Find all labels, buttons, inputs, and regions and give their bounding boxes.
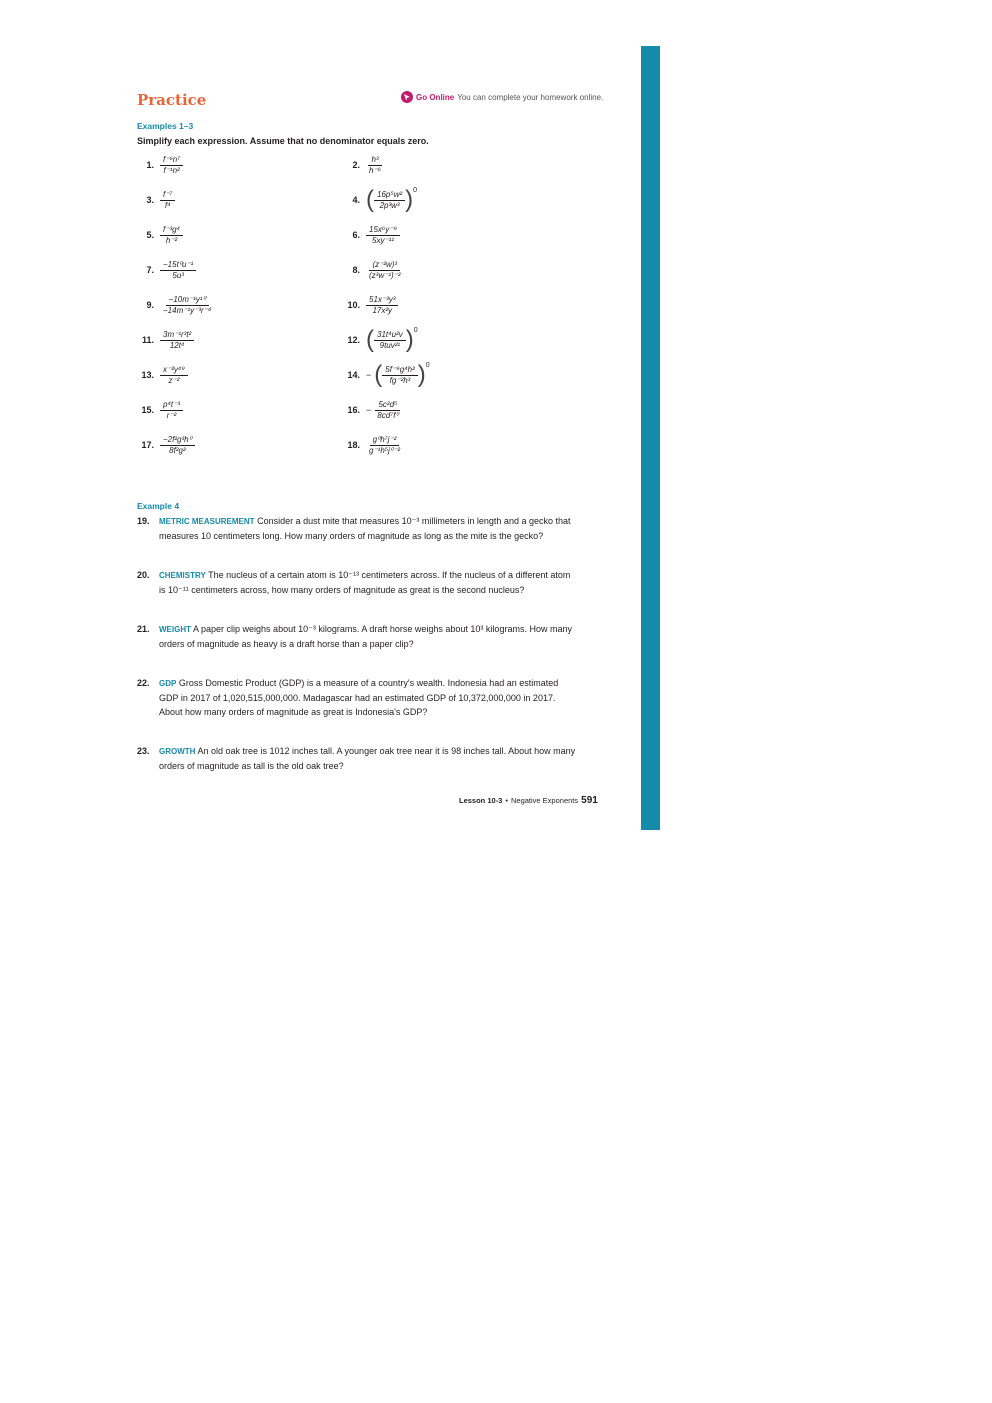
exercise-6: [343, 221, 400, 249]
exercise-13: [137, 361, 188, 389]
denominator: 8f²g²: [169, 445, 186, 455]
denominator: 2p³w³: [379, 200, 400, 210]
left-paren: (: [374, 361, 383, 388]
problem-number: 23.: [137, 746, 150, 756]
numerator: 15x⁶y⁻⁹: [366, 225, 400, 236]
word-problem-19: [137, 514, 577, 543]
exercise-1: [137, 151, 183, 179]
exercise-14: [343, 361, 430, 389]
exercise-2: [343, 151, 384, 179]
denominator: h⁻²: [165, 235, 178, 245]
numerator: 16p⁵w²: [374, 190, 405, 201]
footer-topic: Negative Exponents: [511, 796, 579, 805]
numerator: −2f²g³h⁰: [160, 435, 195, 446]
numerator: f⁻⁷: [160, 190, 175, 201]
problem-text: An old oak tree is 1012 inches tall. A younger oak tree near it is 98 inches tall. About how many orders of magnitude as tall is the old oak tree?: [159, 746, 576, 771]
exercise-number: 14.: [347, 370, 360, 380]
denominator: fg⁻²h³: [389, 375, 411, 385]
fraction: [366, 260, 404, 281]
problem-keyword: METRIC MEASUREMENT: [159, 517, 255, 526]
right-paren: ): [417, 361, 426, 388]
numerator: f⁻³g⁴: [160, 225, 183, 236]
exercise-number: 1.: [146, 160, 154, 170]
word-problem-21: [137, 622, 577, 651]
fraction: [374, 190, 405, 211]
fraction: [160, 155, 183, 176]
denominator: r⁻²: [166, 410, 177, 420]
exercise-number: 2.: [352, 160, 360, 170]
fraction: [160, 190, 175, 211]
exercise-number: 10.: [347, 300, 360, 310]
denominator: 8cd⁷f⁰: [377, 410, 399, 420]
leading-sign: −: [366, 370, 372, 380]
numerator: h³: [368, 155, 381, 166]
denominator: (z³w⁻¹)⁻²: [369, 270, 401, 280]
numerator: x⁻²y⁴⁹: [160, 365, 188, 376]
word-problem-23: [137, 744, 577, 773]
exercise-8: [343, 256, 404, 284]
side-color-bar: [641, 46, 660, 830]
numerator: 5f⁻⁹g⁴h²: [382, 365, 418, 376]
denominator: z⁻²: [168, 375, 180, 385]
fraction: [160, 295, 214, 316]
exercise-4: [343, 186, 417, 214]
exercise-number: 6.: [352, 230, 360, 240]
numerator: (z⁻²w)³: [369, 260, 400, 271]
denominator: h⁻⁶: [369, 165, 381, 175]
denominator: 5u³: [172, 270, 184, 280]
fraction: [374, 400, 401, 421]
fraction: [160, 225, 183, 246]
numerator: g⁰h⁷j⁻²: [370, 435, 400, 446]
numerator: f⁻⁶n⁷: [160, 155, 183, 166]
fraction: [374, 330, 406, 351]
word-problem-22: [137, 676, 577, 719]
problem-text: Consider a dust mite that measures 10⁻³ millimeters in length and a gecko that measures 10 centimeters long. How many orders of magnitude as long as the mite is the gecko?: [159, 516, 571, 541]
left-paren: (: [366, 326, 374, 353]
fraction: [366, 155, 384, 176]
denominator: −14m⁻¹y⁻³r⁻⁴: [163, 305, 212, 315]
go-online-text: You can complete your homework online.: [457, 92, 604, 102]
exercise-3: [137, 186, 175, 214]
exercise-number: 4.: [352, 195, 360, 205]
go-online-banner: [401, 91, 603, 103]
exercise-17: [137, 431, 195, 459]
denominator: 12t⁴: [169, 340, 185, 350]
denominator: f⁻¹n²: [163, 165, 180, 175]
numerator: −15t⁰u⁻¹: [160, 260, 196, 271]
problem-text: The nucleus of a certain atom is 10⁻¹³ centimeters across. If the nucleus of a different atom is 10⁻¹¹ centimeters across, how many orders of magnitude as great is the second nucleus?: [159, 570, 571, 595]
exercise-9: [137, 291, 214, 319]
fraction: [160, 330, 194, 351]
outer-exponent: 0: [425, 362, 430, 369]
example4-heading: Example 4: [137, 501, 180, 511]
numerator: 3m⁻¹r³t²: [160, 330, 194, 341]
exercise-number: 16.: [347, 405, 360, 415]
exercise-12: [343, 326, 418, 354]
instructions: Simplify each expression. Assume that no denominator equals zero.: [137, 136, 429, 146]
fraction: [366, 435, 403, 456]
go-online-link[interactable]: Go Online: [416, 92, 455, 102]
exercise-number: 8.: [352, 265, 360, 275]
problem-keyword: CHEMISTRY: [159, 571, 206, 580]
numerator: p⁴t⁻³: [160, 400, 183, 411]
exercise-number: 9.: [146, 300, 154, 310]
fraction: [382, 365, 418, 386]
exercise-number: 12.: [347, 335, 360, 345]
page-footer: [459, 795, 598, 806]
exercise-18: [343, 431, 403, 459]
outer-exponent: 0: [413, 187, 418, 194]
fraction: [160, 400, 183, 421]
leading-sign: −: [366, 405, 372, 415]
numerator: −10m⁻¹y¹⁰: [166, 295, 209, 306]
fraction: [366, 295, 398, 316]
word-problem-20: [137, 568, 577, 597]
denominator: g⁻¹h⁵j⁰⁻²: [369, 445, 401, 455]
numerator: 31t⁴u²v: [374, 330, 406, 341]
problem-text: A paper clip weighs about 10⁻³ kilograms. A draft horse weighs about 10³ kilograms. How many orders of magnitude as heavy is a draft horse than a paper clip?: [159, 624, 572, 649]
exercise-11: [137, 326, 194, 354]
denominator: 5xy⁻¹¹: [372, 235, 395, 245]
problem-keyword: GROWTH: [159, 747, 196, 756]
exercise-number: 17.: [141, 440, 154, 450]
exercise-number: 3.: [146, 195, 154, 205]
problem-number: 22.: [137, 678, 150, 688]
right-paren: ): [405, 186, 414, 213]
exercise-number: 13.: [141, 370, 154, 380]
exercise-number: 5.: [146, 230, 154, 240]
problem-keyword: GDP: [159, 679, 177, 688]
left-paren: (: [366, 186, 374, 213]
footer-lesson: Lesson 10-3: [459, 796, 503, 805]
exercise-7: [137, 256, 196, 284]
footer-separator: •: [505, 796, 508, 805]
exercise-number: 11.: [141, 335, 154, 345]
fraction: [160, 365, 188, 386]
exercise-10: [343, 291, 398, 319]
denominator: 17x²y: [372, 305, 392, 315]
exercise-number: 18.: [347, 440, 360, 450]
fraction: [366, 225, 400, 246]
fraction: [160, 435, 195, 456]
problem-keyword: WEIGHT: [159, 625, 191, 634]
examples-heading: Examples 1–3: [137, 121, 194, 131]
exercise-5: [137, 221, 183, 249]
exercise-number: 7.: [146, 265, 154, 275]
numerator: 51x⁻³y³: [366, 295, 398, 306]
problem-number: 19.: [137, 516, 150, 526]
page-number: 591: [581, 795, 598, 806]
problem-number: 20.: [137, 570, 150, 580]
right-paren: ): [405, 326, 414, 353]
numerator: 5c²d⁵: [375, 400, 400, 411]
page-title: Practice: [137, 91, 207, 109]
outer-exponent: 0: [413, 327, 418, 334]
denominator: 9tuv²¹: [379, 340, 401, 350]
exercise-number: 15.: [141, 405, 154, 415]
exercise-16: [343, 396, 402, 424]
denominator: f⁴: [164, 200, 171, 210]
exercise-15: [137, 396, 183, 424]
fraction: [160, 260, 196, 281]
cursor-icon: [401, 91, 413, 103]
problem-number: 21.: [137, 624, 150, 634]
problem-text: Gross Domestic Product (GDP) is a measure of a country's wealth. Indonesia had an estimated GDP in 2017 of 1,020,515,000,000. Madagascar had an estimated GDP of 10,372,000,000 in 2017. About how many orders of magnitude as great is Indonesia's GDP?: [159, 678, 559, 717]
